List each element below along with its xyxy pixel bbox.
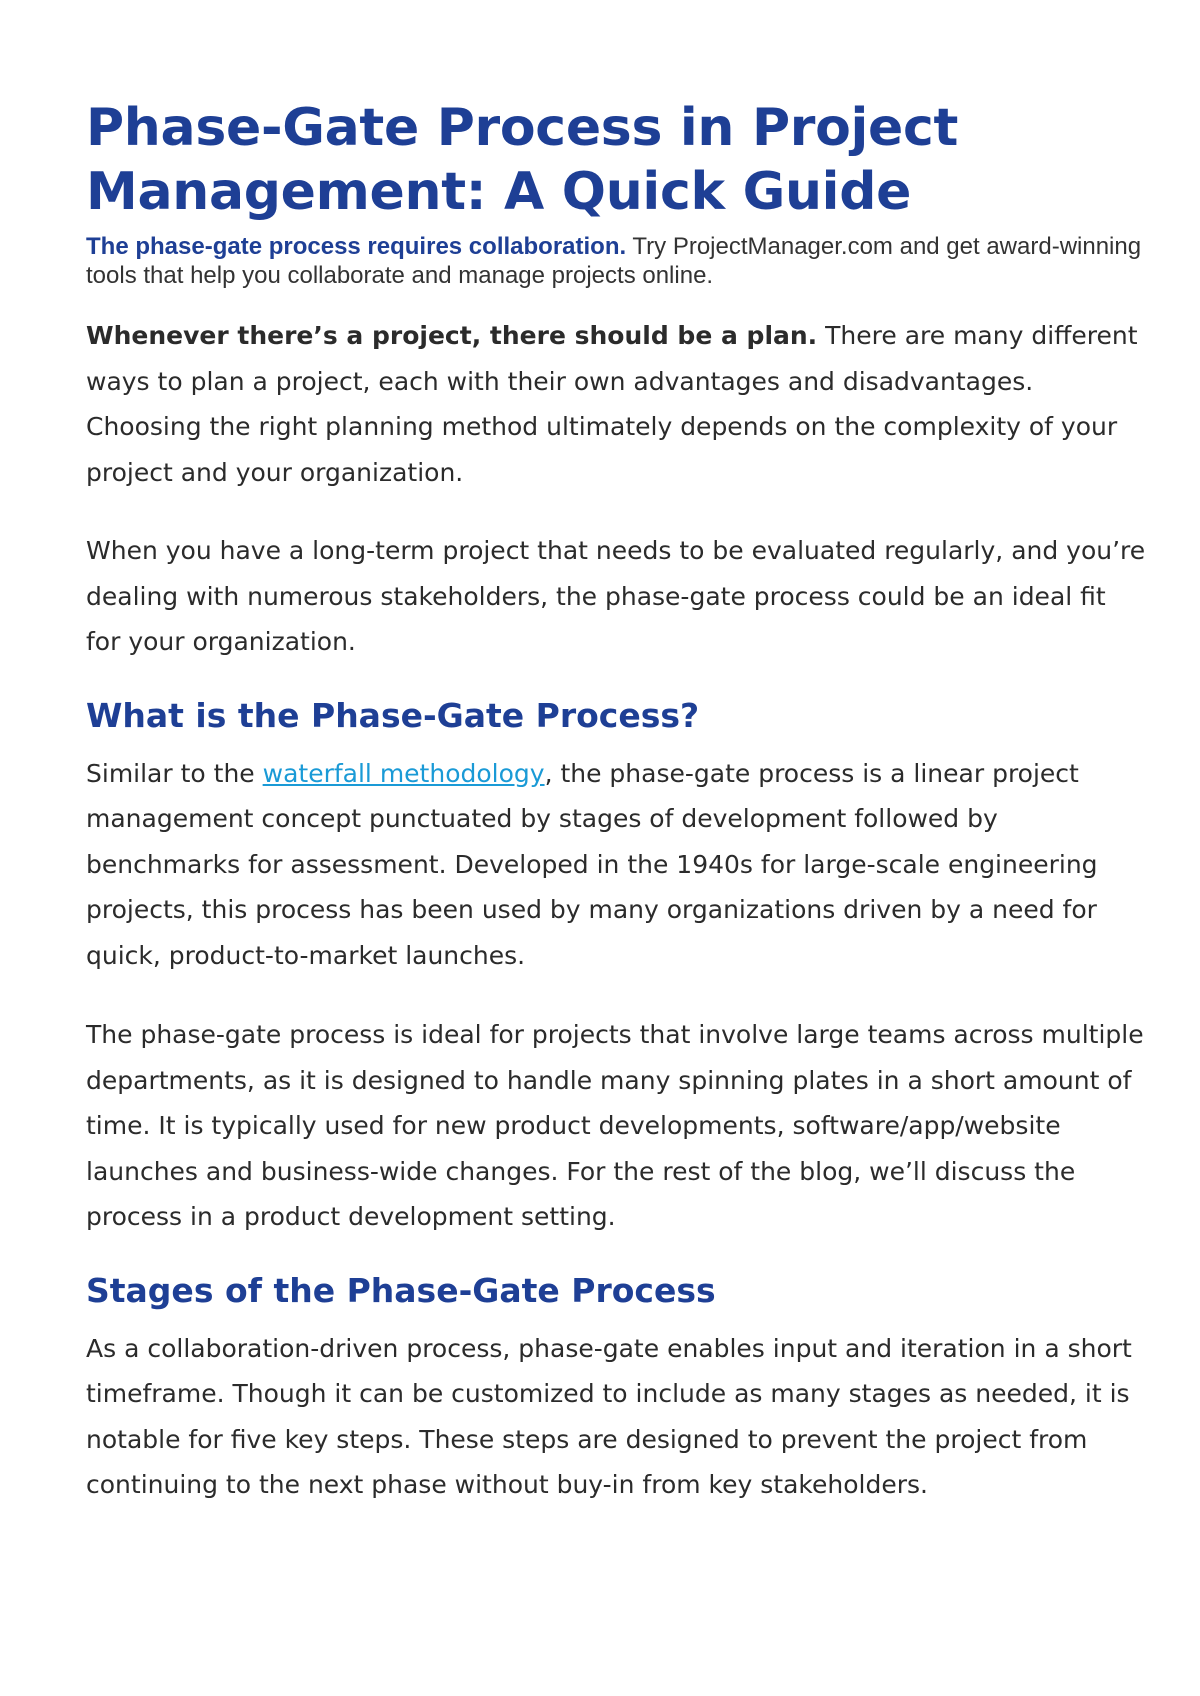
page-title: Phase-Gate Process in Project Management: A Quick Guide xyxy=(86,98,959,222)
subtitle-lead: The phase-gate process requires collaboration. xyxy=(86,233,627,260)
subtitle xyxy=(86,232,1146,290)
section1-paragraph-1 xyxy=(86,751,1146,979)
section1-paragraph-2: The phase-gate process is ideal for projects that involve large teams across multiple departments, as it is designed to handle many spinning plates in a short amount of time. It is typically used for new product developments, software/app/website launches and business-wide changes. For the rest of the blog, we’ll discuss the process in a product development setting. xyxy=(86,1020,1144,1231)
section-heading-what-is: What is the Phase-Gate Process? xyxy=(86,695,700,735)
intro-paragraph-2: When you have a long-term project that needs to be evaluated regularly, and you’re dealing with numerous stakeholders, the phase-gate process could be an ideal fit for your organization. xyxy=(86,536,1146,656)
article xyxy=(86,96,1146,1508)
section-heading-stages: Stages of the Phase-Gate Process xyxy=(86,1270,716,1310)
section1-text-after: , the phase-gate process is a linear project management concept punctuated by stages of development followed by benchmarks for assessment. Developed in the 1940s for large-scale engineering projects, this process has been used by many organizations driven by a need for quick, product-to-market launches. xyxy=(86,758,1098,970)
intro-rest: There are many different ways to plan a project, each with their own advantages and disadvantages. Choosing the right planning method ultimately depends on the complexity of your project and your organization. xyxy=(86,321,1138,487)
section2-paragraph-1: As a collaboration-driven process, phase-gate enables input and iteration in a short timeframe. Though it can be customized to include as many stages as needed, it is notable for five key steps. These steps are designed to prevent the project from continuing to the next phase without buy-in from key stakeholders. xyxy=(86,1333,1132,1499)
section1-text-before: Similar to the xyxy=(86,758,263,788)
waterfall-methodology-link[interactable]: waterfall methodology xyxy=(262,758,545,788)
intro-lead: Whenever there’s a project, there should be a plan. xyxy=(86,321,818,350)
subtitle-rest: Try ProjectManager.com and get award-winning tools that help you collaborate and manage projects online. xyxy=(86,233,1142,289)
intro-paragraph-1 xyxy=(86,313,1146,495)
